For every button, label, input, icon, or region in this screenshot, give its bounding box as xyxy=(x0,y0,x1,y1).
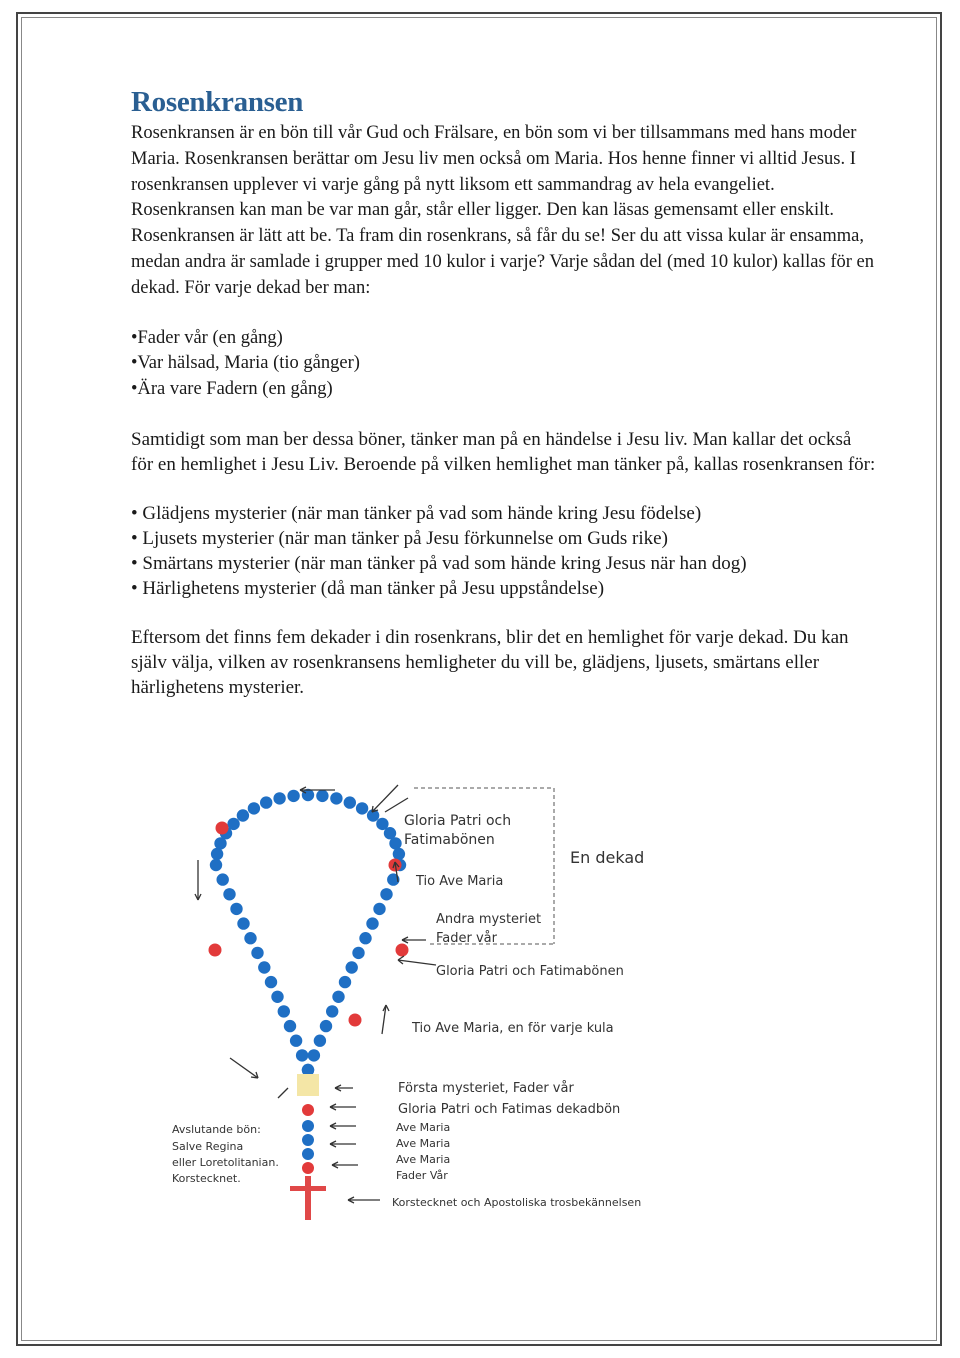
diagram-labels xyxy=(172,813,644,1209)
blue-bead xyxy=(330,792,342,804)
blue-bead xyxy=(302,789,314,801)
mystery-item: • Ljusets mysterier (när man tänker på Jesu förkunnelse om Guds rike) xyxy=(131,526,876,551)
label-en-dekad: En dekad xyxy=(570,848,645,867)
blue-bead xyxy=(244,932,256,944)
label-gloria-fatima: Gloria Patri och Fatimabönen xyxy=(436,964,624,979)
cross-icon xyxy=(290,1176,326,1220)
label-closing-salve: Salve Regina xyxy=(172,1140,244,1153)
blue-bead xyxy=(316,790,328,802)
red-bead xyxy=(216,822,229,835)
label-closing-loreto: eller Loretolitanian. xyxy=(172,1156,279,1169)
blue-bead xyxy=(237,809,249,821)
blue-bead xyxy=(273,792,285,804)
blue-bead xyxy=(248,802,260,814)
label-andra-mysteriet: Andra mysteriet xyxy=(436,912,542,927)
closing-paragraph: Eftersom det finns fem dekader i din rosenkrans, blir det en hemlighet för varje dekad. Du kan själv välja, vilken av rosenkransens hemligheter du vill be, glädjens, ljusets, smärtans eller härlighetens mysterier. xyxy=(131,626,849,698)
blue-bead xyxy=(359,932,371,944)
rosary-diagram xyxy=(140,770,860,1230)
label-fader-var: Fader vår xyxy=(436,931,497,946)
blue-bead xyxy=(380,888,392,900)
blue-bead xyxy=(227,818,239,830)
blue-bead xyxy=(302,1120,314,1132)
blue-bead xyxy=(287,790,299,802)
blue-bead xyxy=(217,873,229,885)
mystery-item: • Härlighetens mysterier (då man tänker på Jesu uppståndelse) xyxy=(131,576,876,601)
label-ave-maria: Ave Maria xyxy=(396,1137,451,1150)
blue-bead xyxy=(223,888,235,900)
prayer-item: •Ära vare Fadern (en gång) xyxy=(131,379,333,400)
blue-bead xyxy=(278,1005,290,1017)
blue-bead xyxy=(237,917,249,929)
intro-paragraph: Rosenkransen är en bön till vår Gud och Frälsare, en bön som vi ber tillsammans med hans moder Maria. Rosenkransen berättar om Jesu liv men också om Maria. Hos henne finner vi alltid Jesus. I rosenkransen upplever vi varje gång på nytt liksom ett sammandrag av hela evangeliet. Rosenkransen kan man be var man går, står eller ligger. Den kan läsas gemensamt eller enskilt. Rosenkransen är lätt att be. Ta fram din rosenkrans, så får du se! Ser du att vissa kular är ensamma, medan andra är samlade i grupper med 10 kulor i varje? Varje sådan del (med 10 kulor) kallas för en dekad. För varje dekad ber man: xyxy=(131,123,874,298)
blue-bead xyxy=(352,947,364,959)
blue-bead xyxy=(373,903,385,915)
label-korstecknet: Korstecknet och Apostoliska trosbekännelsen xyxy=(392,1196,642,1209)
label-fader-var-2: Fader Vår xyxy=(396,1169,448,1182)
red-bead xyxy=(302,1162,314,1174)
rosary-pendant xyxy=(290,1074,326,1220)
prayer-list xyxy=(131,326,876,403)
red-bead xyxy=(396,944,409,957)
prayer-item: •Fader vår (en gång) xyxy=(131,327,283,348)
document-body xyxy=(131,86,876,700)
mystery-list xyxy=(131,501,876,601)
red-bead xyxy=(209,944,222,957)
blue-bead xyxy=(296,1049,308,1061)
blue-bead xyxy=(302,1148,314,1160)
label-ave-maria: Ave Maria xyxy=(396,1121,451,1134)
blue-bead xyxy=(320,1020,332,1032)
blue-bead xyxy=(393,848,405,860)
blue-bead xyxy=(346,961,358,973)
label-ave-maria: Ave Maria xyxy=(396,1153,451,1166)
blue-bead xyxy=(284,1020,296,1032)
blue-bead xyxy=(314,1035,326,1047)
blue-bead xyxy=(265,976,277,988)
label-gloria-patri: Gloria Patri och xyxy=(404,813,512,829)
label-fatimabonen: Fatimabönen xyxy=(404,832,495,848)
blue-bead xyxy=(366,917,378,929)
red-bead xyxy=(349,1014,362,1027)
blue-bead xyxy=(260,796,272,808)
label-closing-title: Avslutande bön: xyxy=(172,1123,261,1136)
blue-bead xyxy=(308,1049,320,1061)
blue-bead xyxy=(211,848,223,860)
blue-bead xyxy=(251,947,263,959)
blue-bead xyxy=(210,859,222,871)
blue-bead xyxy=(258,961,270,973)
blue-bead xyxy=(326,1005,338,1017)
label-forsta-mysteriet: Första mysteriet, Fader vår xyxy=(398,1081,574,1096)
blue-bead xyxy=(389,837,401,849)
mystery-item: • Glädjens mysterier (när man tänker på vad som hände kring Jesu födelse) xyxy=(131,501,876,526)
prayer-item: •Var hälsad, Maria (tio gånger) xyxy=(131,353,360,374)
red-bead xyxy=(302,1104,314,1116)
blue-bead xyxy=(332,991,344,1003)
blue-bead xyxy=(356,802,368,814)
blue-bead xyxy=(302,1134,314,1146)
mystery-intro-paragraph: Samtidigt som man ber dessa böner, tänker man på en händelse i Jesu liv. Man kallar det också för en hemlighet i Jesu Liv. Beroende på vilken hemlighet man tänker på, kallas rosenkransen för: xyxy=(131,428,876,475)
rosary-loop xyxy=(209,789,409,1076)
label-tio-ave-maria-kula: Tio Ave Maria, en för varje kula xyxy=(412,1021,614,1036)
label-tio-ave-maria: Tio Ave Maria xyxy=(416,874,504,889)
blue-bead xyxy=(271,991,283,1003)
blue-bead xyxy=(230,903,242,915)
mystery-item: • Smärtans mysterier (när man tänker på vad som hände kring Jesus när han dog) xyxy=(131,551,876,576)
blue-bead xyxy=(290,1035,302,1047)
label-closing-korstecknet: Korstecknet. xyxy=(172,1172,241,1185)
blue-bead xyxy=(339,976,351,988)
blue-bead xyxy=(344,796,356,808)
page-title: Rosenkransen xyxy=(131,86,304,118)
center-medal xyxy=(297,1074,319,1096)
label-gloria-fatimas: Gloria Patri och Fatimas dekadbön xyxy=(398,1102,621,1117)
